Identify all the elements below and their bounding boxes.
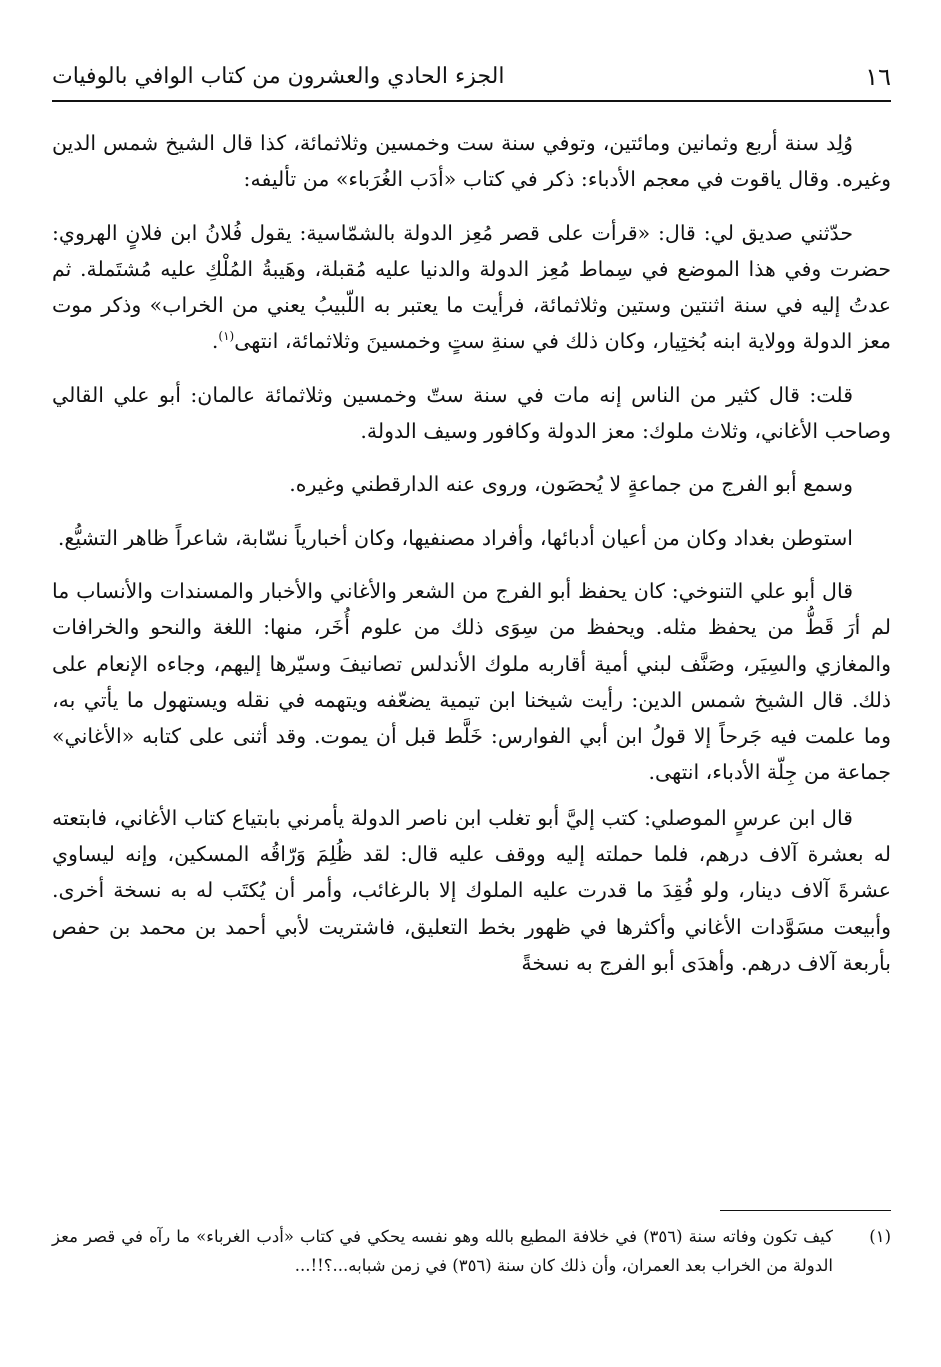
- footnote-reference[interactable]: (١): [218, 329, 235, 344]
- footnote-separator: [720, 1210, 891, 1211]
- paragraph: قال أبو علي التنوخي: كان يحفظ أبو الفرج من الشعر والأغاني والأخبار والمسندات والأنساب ما لم أرَ قَطُّ من يحفظ مثله. ويحفظ من سِوَى ذلك من علوم أُخَر، منها: اللغة والنحو والخرافات والمغازي والسِيَر، وصَنَّف لبني أمية أقاربه ملوك الأندلس تصانيفَ وسيّرها إليهم، وجاءه الإنعام على ذلك. قال الشيخ شمس الدين: رأيت شيخنا ابن تيمية يضعّفه ويتهمه في نقله ويستهول ما يأتي به، وما علمت فيه جَرحاً إلا قولُ ابن أبي الفوارس: خَلَّط قبل أن يموت. وقد أثنى على كتابه «الأغاني» جماعة من جِلّة الأدباء، انتهى.: [52, 578, 892, 785]
- paragraph: قال ابن عرسٍ الموصلي: كتب إليَّ أبو تغلب ابن ناصر الدولة يأمرني بابتياع كتاب الأغاني، فابتعته له بعشرة آلاف درهم، فلما حملته إليه ووقف عليه قال: لقد ظُلِمَ وَرّاقُه المسكين، وإنه ليساوي عشرةَ آلاف دينار، ولو فُقِدَ ما قدرت عليه الملوك إلا بالرغائب، وأمر أن يُكتَب له به نسخة أخرى. وأبيعت مسَوَّدات الأغاني وأكثرها في ظهور بخط التعليق، فاشتريت لأبي أحمد بن محمد بن حفص بأربعة آلاف درهم. وأهدَى أبو الفرج به نسخةً: [52, 805, 891, 975]
- footnote-text: كيف تكون وفاته سنة (٣٥٦) في خلافة المطيع بالله وهو نفسه يحكي في كتاب «أدب الغرباء» ما رآه في قصر معز الدولة من الخراب بعد العمران، وأن ذلك كان سنة (٣٥٦) في زمن شبابه...؟!!...: [52, 1227, 833, 1275]
- paragraph-text: حدّثني صديق لي: قال: «قرأت على قصر مُعِز الدولة بالشمّاسية: يقول فُلانُ ابن فلانٍ الهروي: حضرت وفي هذا الموضع في سِماط مُعِز الدولة والدنيا عليه مُقبلة، وهَيبةُ المُلْكِ عليه مُشتَملة. ثم عدتُ إليه في سنة اثنتين وستين وثلاثمائة، فرأيت ما يعتبر به اللّبيبُ يعني من الخراب» وذكر موت معز الدولة وولاية ابنه بُختِيار، وكان ذلك في سنةِ ستٍ وخمسينَ وثلاثمائة، انتهى: [52, 220, 891, 354]
- footnote-item: [52, 1222, 891, 1280]
- paragraph: وسمع أبو الفرج من جماعةٍ لا يُحصَون، وروى عنه الدارقطني وغيره.: [289, 472, 853, 497]
- body-text: [52, 125, 891, 998]
- paragraph: قلت: قال كثير من الناس إنه مات في سنة ستّ وخمسين وثلاثمائة عالمان: أبو علي القالي وصاحب الأغاني، وثلاث ملوك: معز الدولة وكافور وسيف الدولة.: [52, 382, 891, 444]
- footnote-marker: (١): [869, 1227, 891, 1246]
- running-title: الجزء الحادي والعشرون من كتاب الوافي بالوفيات: [52, 64, 505, 89]
- paragraph: استوطن بغداد وكان من أعيان أدبائها، وأفراد مصنفيها، وكان أخبارياً نسّابة، شاعراً ظاهر التشيُّع.: [57, 525, 853, 550]
- page-header: [52, 60, 891, 102]
- paragraph-with-footnote: حدّثني صديق لي: قال: «قرأت على قصر مُعِز الدولة بالشمّاسية: يقول فُلانُ ابن فلانٍ الهروي: حضرت وفي هذا الموضع في سِماط مُعِز الدولة والدنيا عليه مُقبلة، وهَيبةُ المُلْكِ عليه مُشتَملة. ثم عدتُ إليه في سنة اثنتين وستين وثلاثمائة، فرأيت ما يعتبر به اللّبيبُ يعني من الخراب» وذكر موت معز الدولة وولاية ابنه بُختِيار، وكان ذلك في سنةِ ستٍ وخمسينَ وثلاثمائة، انتهى$^{(١)}$.: [52, 220, 891, 354]
- page-number: ١٦: [865, 63, 891, 91]
- paragraph: وُلِد سنة أربع وثمانين ومائتين، وتوفي سنة ست وخمسين وثلاثمائة، كذا قال الشيخ شمس الدين وغيره. وقال ياقوت في معجم الأدباء: ذكر في كتاب «أدَب الغُرَباء» من تأليفه:: [52, 131, 891, 192]
- footnotes: [52, 1222, 891, 1280]
